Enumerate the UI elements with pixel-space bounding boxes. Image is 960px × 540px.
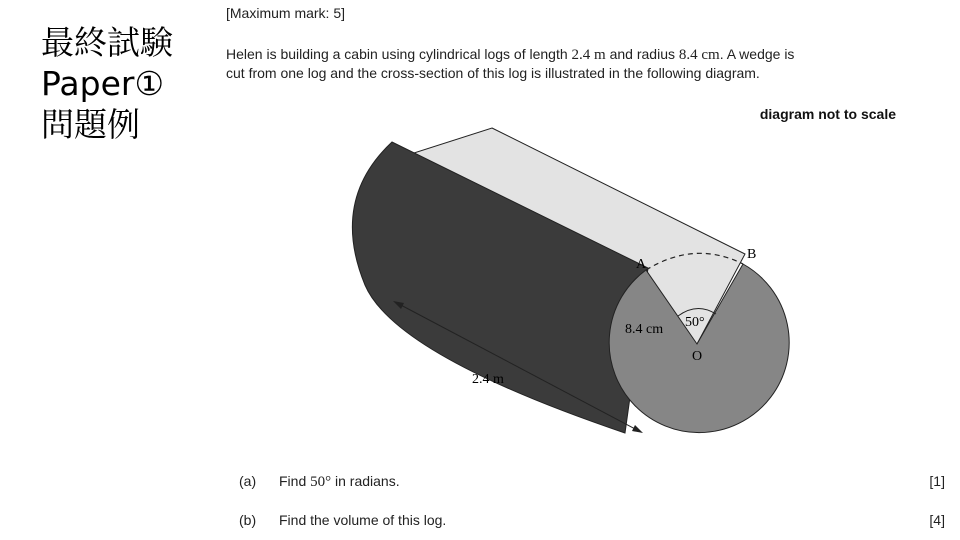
label-radius: 8.4 cm (625, 322, 664, 337)
title-line-1: 最終試験 (41, 23, 173, 62)
label-b: B (747, 247, 757, 262)
part-b (239, 512, 945, 528)
part-a-pre: Find (279, 473, 311, 489)
diagram-note: diagram not to scale (759, 106, 896, 122)
part-b-marks: [4] (929, 512, 945, 528)
part-a-angle: 50° (310, 474, 332, 490)
label-a: A (636, 257, 647, 272)
log-length: 2.4 m (571, 47, 606, 63)
title-line-3: 問題例 (41, 105, 140, 144)
question-line1-mid: and radius (605, 46, 679, 62)
part-a-text (279, 473, 905, 491)
label-o: O (692, 349, 703, 364)
part-a-marks: [1] (929, 473, 945, 489)
label-length: 2.4 m (472, 372, 504, 387)
label-angle: 50° (685, 315, 705, 330)
question-line1-post: . A wedge is (719, 46, 795, 62)
title-line-2: Paper① (41, 64, 165, 103)
part-b-text: Find the volume of this log. (279, 512, 447, 528)
part-b-label: (b) (239, 512, 257, 528)
part-a (239, 473, 945, 491)
question-line1-pre: Helen is building a cabin using cylindrical logs of length (226, 46, 572, 62)
maximum-mark: [Maximum mark: 5] (226, 5, 346, 21)
arrowhead-end (632, 425, 643, 433)
question-line2: cut from one log and the cross-section of this log is illustrated in the following diagram. (226, 65, 760, 81)
part-a-label: (a) (239, 473, 257, 489)
part-a-post: in radians. (331, 473, 400, 489)
log-radius: 8.4 cm (678, 47, 720, 63)
